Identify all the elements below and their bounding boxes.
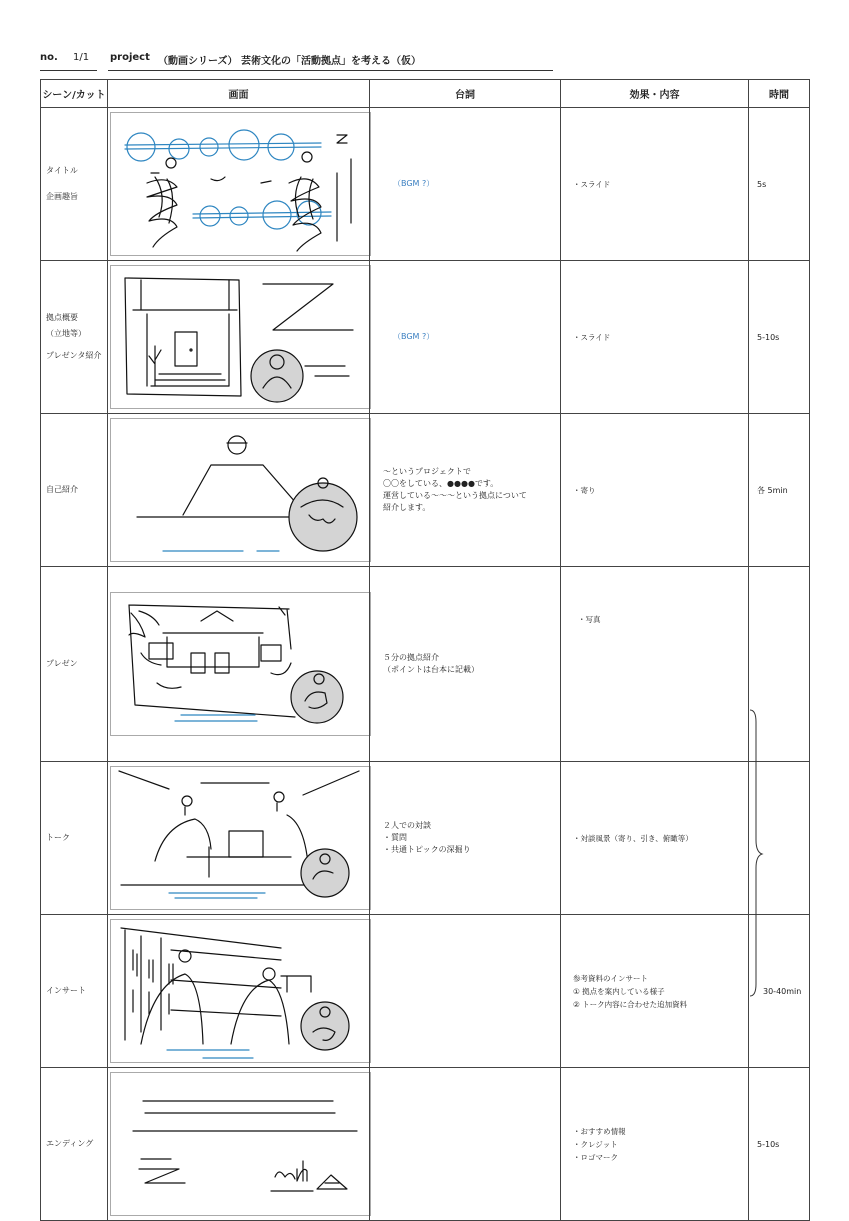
- time-cell: 5s: [749, 108, 810, 261]
- scene-label: インサート: [46, 986, 86, 995]
- time-cell: 5-10s: [749, 261, 810, 414]
- table-row: [41, 108, 810, 261]
- table-row: [41, 915, 810, 1068]
- col-header-screen: 画面: [108, 80, 370, 108]
- dialogue-cell: [370, 915, 561, 1068]
- dialogue-cell: [370, 414, 561, 567]
- scene-cell: [41, 567, 108, 762]
- scene-cell: [41, 915, 108, 1068]
- scene-cell: [41, 762, 108, 915]
- screen-cell: [108, 108, 370, 261]
- screen-cell: [108, 762, 370, 915]
- scene-cell: [41, 1068, 108, 1221]
- dialogue-cell: [370, 1068, 561, 1221]
- dialogue-line: ５分の拠点紹介: [383, 653, 439, 662]
- scene-label: トーク: [46, 833, 70, 842]
- dialogue-cell: [370, 762, 561, 915]
- time-cell: 各 5min: [749, 414, 810, 567]
- dialogue-line: （BGM ?）: [393, 332, 435, 341]
- effect-cell: [561, 915, 749, 1068]
- sketch-title-slide: [110, 112, 371, 256]
- effect-line: ・クレジット: [573, 1139, 618, 1149]
- scene-cell: [41, 261, 108, 414]
- project-underline: [108, 70, 553, 71]
- table-row: [41, 261, 810, 414]
- scene-label: 企画趣旨: [46, 192, 78, 201]
- dialogue-line: ～というプロジェクトで: [383, 467, 471, 476]
- col-header-dialogue: 台詞: [370, 80, 561, 108]
- effect-cell: [561, 261, 749, 414]
- scene-label: 拠点概要: [46, 313, 78, 322]
- dialogue-line: （BGM ?）: [393, 179, 435, 188]
- dialogue-line: （ポイントは台本に記載）: [383, 665, 479, 674]
- scene-cell: [41, 108, 108, 261]
- sketch-ending: [110, 1072, 371, 1216]
- screen-cell: [108, 414, 370, 567]
- scene-cell: [41, 414, 108, 567]
- no-value: 1/1: [73, 52, 90, 63]
- effect-cell: [561, 762, 749, 915]
- effect-line: ・おすすめ情報: [573, 1126, 626, 1136]
- screen-cell: [108, 1068, 370, 1221]
- col-header-time: 時間: [749, 80, 810, 108]
- col-header-effect: 効果・内容: [561, 80, 749, 108]
- sketch-insert: [110, 919, 371, 1063]
- scene-label: プレゼン: [46, 659, 78, 668]
- effect-cell: [561, 108, 749, 261]
- dialogue-cell: [370, 567, 561, 762]
- effect-line: ・対談風景（寄り、引き、俯瞰等）: [573, 833, 693, 843]
- scene-label: タイトル: [46, 166, 78, 175]
- scene-label: プレゼンタ紹介: [46, 351, 102, 360]
- sketch-self-intro: [110, 418, 371, 562]
- dialogue-line: 紹介します。: [383, 503, 431, 512]
- scene-label: 自己紹介: [46, 485, 78, 494]
- effect-cell: [561, 414, 749, 567]
- time-cell: 30-40min: [749, 915, 810, 1068]
- effect-line: ・寄り: [573, 485, 596, 495]
- effect-line: ・写真: [578, 615, 601, 624]
- table-row: [41, 414, 810, 567]
- no-label: no.: [40, 52, 58, 63]
- dialogue-line: 〇〇をしている、●●●●です。: [383, 479, 499, 488]
- dialogue-line: ・共通トピックの深掘り: [383, 845, 471, 854]
- effect-line: ① 拠点を案内している様子: [573, 986, 665, 996]
- effect-cell: [561, 1068, 749, 1221]
- table-row: [41, 567, 810, 762]
- effect-line: 参考資料のインサート: [573, 973, 648, 983]
- scene-label: （立地等）: [46, 329, 86, 338]
- col-header-scene: シーン/カット: [41, 80, 108, 108]
- sketch-talk: [110, 766, 371, 910]
- scene-label: エンディング: [46, 1139, 94, 1148]
- dialogue-line: ・質問: [383, 833, 407, 842]
- time-brace: [748, 708, 764, 998]
- dialogue-cell: [370, 108, 561, 261]
- effect-line: ・スライド: [573, 332, 611, 342]
- screen-cell: [108, 915, 370, 1068]
- effect-line: ② トーク内容に合わせた追加資料: [573, 999, 688, 1009]
- storyboard-table: [40, 79, 810, 1221]
- project-title: （動画シリーズ） 芸術文化の「活動拠点」を考える（仮）: [158, 56, 421, 67]
- dialogue-line: ２人での対談: [383, 821, 431, 830]
- effect-cell: [561, 567, 749, 762]
- time-cell: 5-10s: [749, 1068, 810, 1221]
- dialogue-line: 運営している～～～という拠点について: [383, 491, 527, 500]
- effect-line: ・スライド: [573, 179, 611, 189]
- screen-cell: [108, 261, 370, 414]
- dialogue-cell: [370, 261, 561, 414]
- table-header-row: [41, 80, 810, 108]
- effect-line: ・ロゴマーク: [573, 1152, 618, 1162]
- table-row: [41, 762, 810, 915]
- sketch-base-overview: [110, 265, 371, 409]
- no-underline: [40, 70, 97, 71]
- screen-cell: [108, 567, 370, 762]
- table-row: [41, 1068, 810, 1221]
- sketch-presentation: [110, 592, 371, 736]
- project-label: project: [110, 52, 150, 63]
